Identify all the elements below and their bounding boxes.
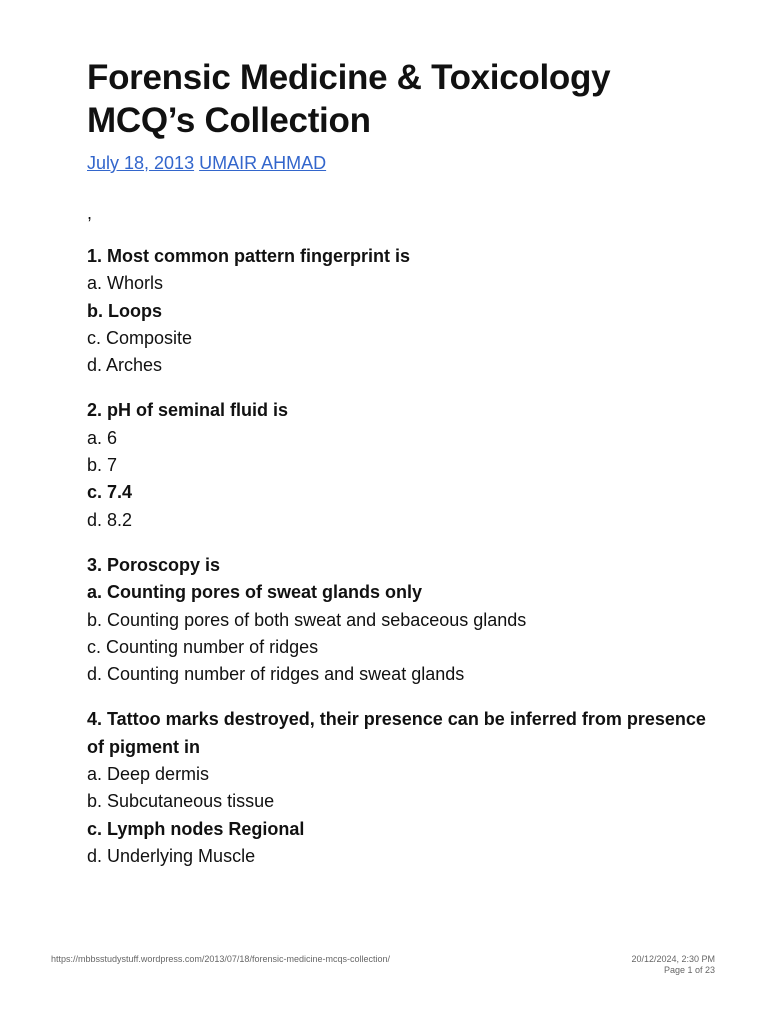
- answer-option: a. Whorls: [87, 273, 164, 294]
- answer-option: c. Counting number of ridges: [87, 636, 319, 657]
- footer-right: [631, 954, 715, 976]
- footer-url: https://mbbsstudystuff.wordpress.com/2013/07/18/forensic-medicine-mcqs-collection/: [51, 954, 390, 964]
- page-title: Forensic Medicine & Toxicology MCQ’s Collection: [87, 58, 611, 140]
- answer-option-correct: b. Loops: [87, 300, 162, 321]
- author-link[interactable]: UMAIR AHMAD: [199, 153, 327, 173]
- answer-option: d. 8.2: [87, 509, 133, 530]
- question-block: [87, 397, 707, 533]
- answer-option: c. Composite: [87, 327, 193, 348]
- answer-option-correct: c. Lymph nodes Regional: [87, 818, 305, 839]
- answer-option: a. Deep dermis: [87, 764, 210, 785]
- article: [87, 56, 707, 870]
- question-list: [87, 243, 707, 870]
- answer-option: b. 7: [87, 455, 118, 476]
- footer-page-number: Page 1 of 23: [663, 965, 715, 975]
- answer-option: d. Underlying Muscle: [87, 845, 256, 866]
- question-text: 2. pH of seminal fluid is: [87, 400, 289, 421]
- question-block: [87, 243, 707, 379]
- post-meta: [87, 151, 707, 175]
- question-block: [87, 552, 707, 688]
- question-text: 4. Tattoo marks destroyed, their presence can be inferred from presence of pigment in: [87, 709, 706, 757]
- answer-option: a. 6: [87, 427, 118, 448]
- answer-option: d. Arches: [87, 355, 163, 376]
- question-text: 3. Poroscopy is: [87, 554, 221, 575]
- post-date-link[interactable]: July 18, 2013: [87, 153, 195, 173]
- answer-option: d. Counting number of ridges and sweat glands: [87, 664, 465, 685]
- answer-option-correct: a. Counting pores of sweat glands only: [87, 582, 423, 603]
- answer-option: b. Subcutaneous tissue: [87, 791, 275, 812]
- answer-option: b. Counting pores of both sweat and sebaceous glands: [87, 609, 527, 630]
- footer-timestamp: 20/12/2024, 2:30 PM: [631, 954, 715, 964]
- separator-text: ,: [87, 203, 93, 223]
- question-text: 1. Most common pattern fingerprint is: [87, 246, 411, 266]
- question-block: [87, 706, 707, 870]
- answer-option-correct: c. 7.4: [87, 482, 133, 503]
